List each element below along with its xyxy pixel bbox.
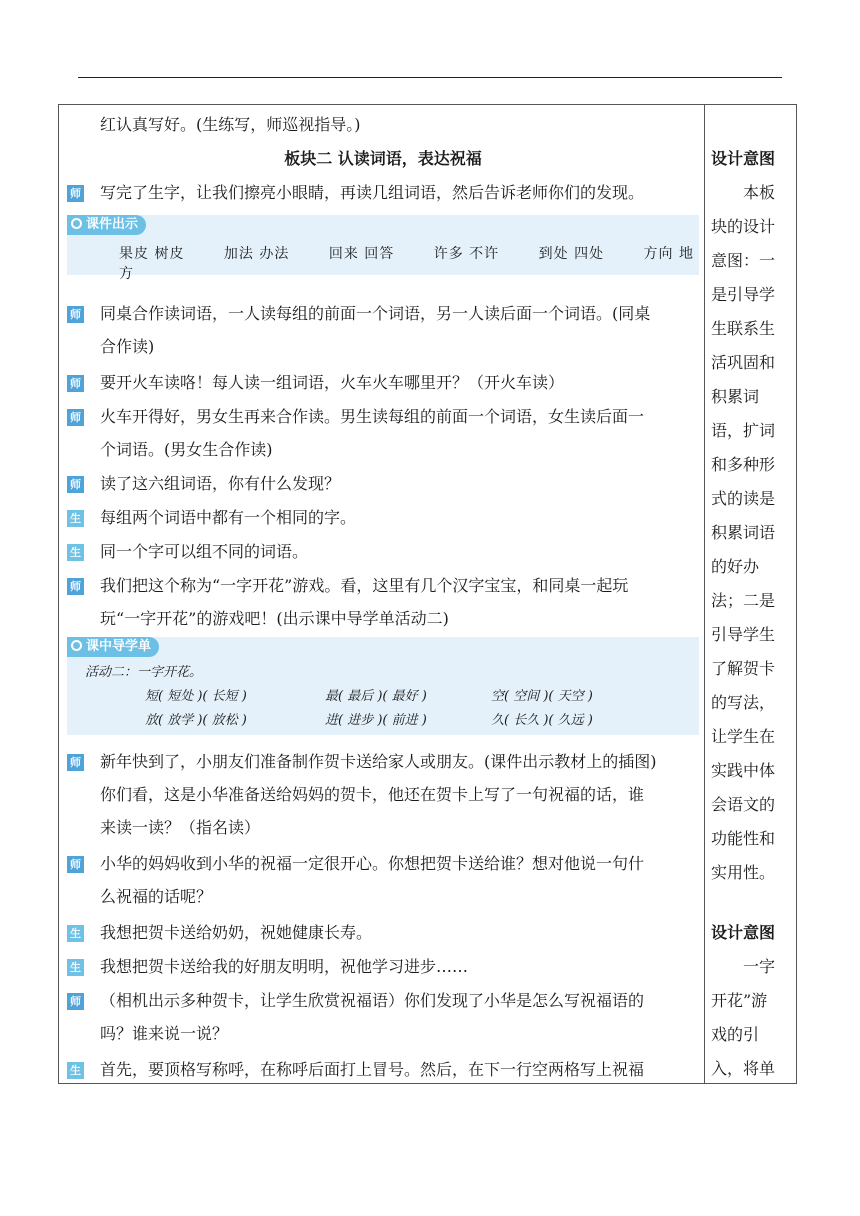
teacher-line: 师 （相机出示多种贺卡，让学生欣赏祝福语）你们发现了小华是怎么写祝福语的 <box>67 984 699 1018</box>
design-intent-body: 一字 开花”游 戏的引 入，将单 <box>711 957 776 1078</box>
section-heading: 板块二 认读词语，表达祝福 <box>284 149 482 168</box>
teacher-line: 师 火车开得好，男女生再来合作读。男生读每组的前面一个词语，女生读后面一 <box>67 400 699 434</box>
play-icon <box>71 218 82 229</box>
column-divider <box>704 105 705 1083</box>
teacher-line: 师 写完了生字，让我们擦亮小眼睛，再读几组词语，然后告诉老师你们的发现。 <box>67 176 699 210</box>
word-group: 许多 不许 <box>433 246 500 262</box>
word-groups <box>119 243 699 283</box>
teacher-line: 师 要开火车读咯！每人读一组词语，火车火车哪里开？（开火车读） <box>67 366 699 400</box>
teacher-line: 师 我们把这个称为“一字开花”游戏。看，这里有几个汉字宝宝，和同桌一起玩 <box>67 569 699 603</box>
student-line: 生 我想把贺卡送给奶奶，祝她健康长寿。 <box>67 916 699 950</box>
teacher-line: 师 新年快到了，小朋友们准备制作贺卡送给家人或朋友。(课件出示教材上的插图) <box>67 745 699 779</box>
teacher-line: 师 小华的妈妈收到小华的祝福一定很开心。你想把贺卡送给谁？想对他说一句什 <box>67 847 699 881</box>
lesson-content <box>67 105 699 1083</box>
courseware-tab: 课件出示 <box>67 215 146 235</box>
worksheet-tab: 课中导学单 <box>67 637 159 657</box>
character-item: 空( 空间 )( 天空 ) <box>491 689 593 704</box>
text-line: 来读一读？（指名读） <box>100 818 261 837</box>
play-icon <box>71 640 82 651</box>
student-badge: 生 <box>67 959 84 976</box>
teacher-badge: 师 <box>67 856 84 873</box>
word-group: 到处 四处 <box>538 246 605 262</box>
design-intent-body: 本板 块的设计 意图：一 是引导学 生联系生 活巩固和 积累词 语，扩词 和多种形 式的读是 积累词语 的好办 法；二是 引导学生 了解贺卡 的写法， 让学生在 实践中体 会语文的 功能性和 实用性。 <box>711 183 776 882</box>
student-badge: 生 <box>67 544 84 561</box>
word-group: 加法 办法 <box>223 246 290 262</box>
worksheet-panel <box>67 637 699 735</box>
student-line: 生 同一个字可以组不同的词语。 <box>67 535 699 569</box>
word-group: 果皮 树皮 <box>119 246 185 262</box>
teacher-line: 师 同桌合作读词语，一人读每组的前面一个词语，另一人读后面一个词语。(同桌 <box>67 297 699 331</box>
student-line: 生 我想把贺卡送给我的好朋友明明，祝他学习进步…… <box>67 950 699 984</box>
student-badge: 生 <box>67 925 84 942</box>
teacher-badge: 师 <box>67 185 84 202</box>
teacher-badge: 师 <box>67 754 84 771</box>
teacher-badge: 师 <box>67 993 84 1010</box>
teacher-badge: 师 <box>67 409 84 426</box>
teacher-badge: 师 <box>67 306 84 323</box>
student-badge: 生 <box>67 510 84 527</box>
teacher-badge: 师 <box>67 476 84 493</box>
character-item: 放( 放学 )( 放松 ) <box>145 713 247 728</box>
student-line: 生 每组两个词语中都有一个相同的字。 <box>67 501 699 535</box>
text-line: 个词语。(男女生合作读) <box>100 440 273 459</box>
text-line: 玩“一字开花”的游戏吧！(出示课中导学单活动二) <box>100 609 449 628</box>
header-rule <box>78 77 782 78</box>
word-group: 方向 地方 <box>119 246 694 282</box>
character-item: 久( 长久 )( 久远 ) <box>491 713 593 728</box>
lesson-table <box>58 104 797 1084</box>
text-line: 吗？谁来说一说？ <box>100 1024 229 1043</box>
design-intent-column <box>711 105 791 1083</box>
word-group: 回来 回答 <box>328 246 395 262</box>
courseware-panel <box>67 215 699 282</box>
design-intent-title: 设计意图 <box>711 923 776 942</box>
text-line: 你们看，这是小华准备送给妈妈的贺卡，他还在贺卡上写了一句祝福的话，谁 <box>100 785 645 804</box>
student-line: 生 首先，要顶格写称呼，在称呼后面打上冒号。然后，在下一行空两格写上祝福 <box>67 1053 699 1084</box>
text-line: 合作读) <box>100 337 155 356</box>
activity-row <box>145 709 593 728</box>
text-line: 么祝福的话呢？ <box>100 887 213 906</box>
activity-row <box>145 685 593 704</box>
text-line: 红认真写好。(生练写，师巡视指导。) <box>100 115 361 134</box>
teacher-badge: 师 <box>67 375 84 392</box>
teacher-badge: 师 <box>67 578 84 595</box>
activity-title: 活动二：一字开花。 <box>85 665 203 680</box>
design-intent-title: 设计意图 <box>711 149 776 168</box>
character-item: 最( 最后 )( 最好 ) <box>325 689 427 704</box>
student-badge: 生 <box>67 1062 84 1079</box>
character-item: 进( 进步 )( 前进 ) <box>325 713 427 728</box>
character-item: 短( 短处 )( 长短 ) <box>145 689 247 704</box>
teacher-line: 师 读了这六组词语，你有什么发现？ <box>67 467 699 501</box>
